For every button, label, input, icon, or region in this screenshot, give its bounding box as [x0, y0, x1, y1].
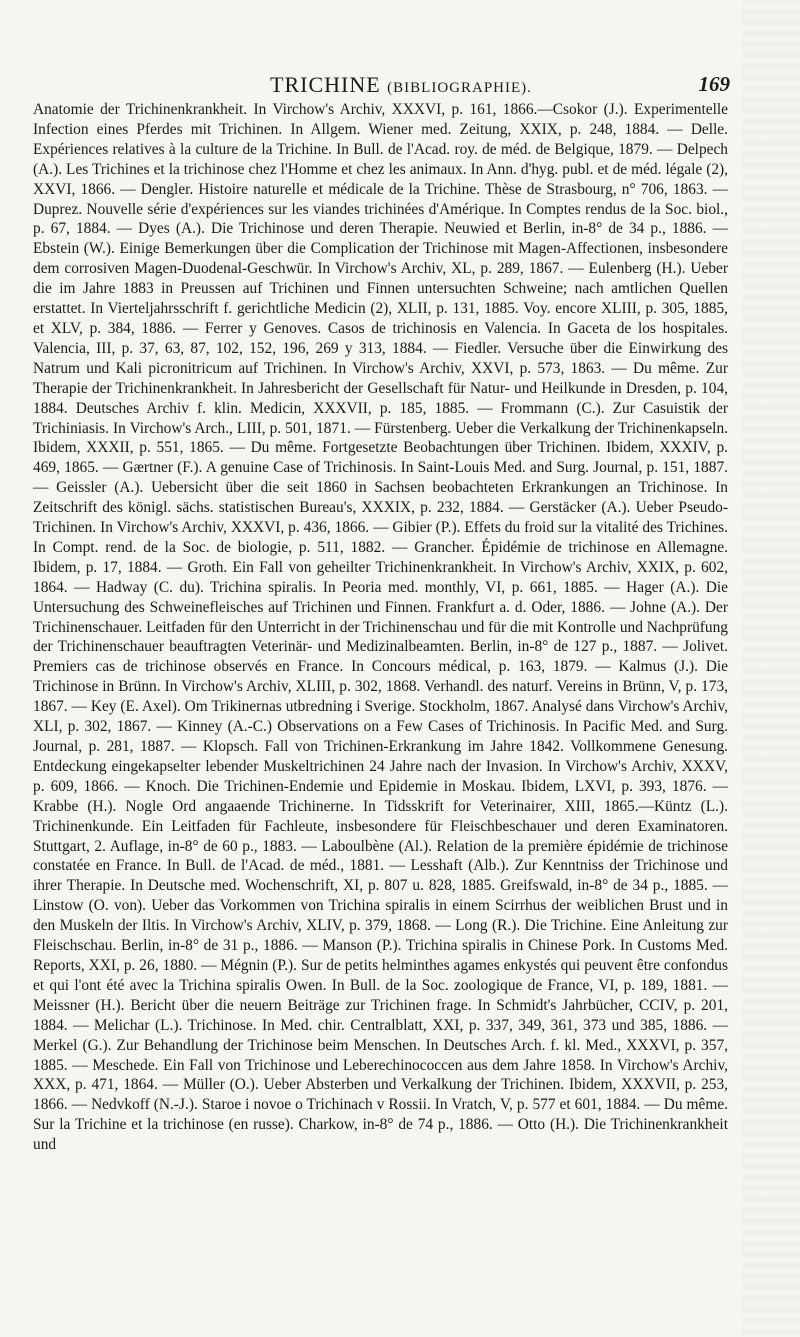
- scan-edge-noise: [742, 0, 800, 1337]
- page-number: 169: [698, 72, 730, 96]
- running-title: [270, 72, 532, 98]
- bibliography-paragraph: Anatomie der Trichinenkrankheit. In Virchow's Archiv, XXXVI, p. 161, 1866.—Csokor (J.). Experimentelle Infection eines Pferdes mit Trichinen. In Allgem. Wiener med. Zeitung, XXIX, p. 248, 1884. — Delle. Expériences relatives à la culture de la Trichine. In Bull. de l'Acad. roy. de méd. de Belgique, 1879. — Delpech (A.). Les Trichines et la trichinose chez l'Homme et chez les animaux. In Ann. d'hyg. publ. et de méd. légale (2), XXVI, 1866. — Dengler. Histoire naturelle et médicale de la Trichine. Thèse de Strasbourg, n° 706, 1863. — Duprez. Nouvelle série d'expériences sur les viandes trichinées d'Amérique. In Comptes rendus de la Soc. biol., p. 67, 1884. — Dyes (A.). Die Trichinose und deren Therapie. Neuwied et Berlin, in-8° de 34 p., 1886. — Ebstein (W.). Einige Bemerkungen über die Complication der Trichinose mit Magen-Affectionen, insbesondere dem corrosiven Magen-Duodenal-Geschwür. In Virchow's Archiv, XL, p. 289, 1867. — Eulenberg (H.). Ueber die im Jahre 1883 in Preussen auf Trichinen und Finnen untersuchten Schweine; nach amtlichen Quellen erstattet. In Vierteljahrsschrift f. gerichtliche Medicin (2), XLII, p. 131, 1885. Voy. encore XLIII, p. 305, 1885, et XLV, p. 384, 1886. — Ferrer y Genoves. Casos de trichinosis en Valencia. In Gaceta de los hospitales. Valencia, III, p. 37, 63, 87, 102, 152, 196, 269 y 313, 1884. — Fiedler. Versuche über die Einwirkung des Natrum und Kali picronitricum auf Trichinen. In Virchow's Archiv, XXVI, p. 573, 1863. — Du même. Zur Therapie der Trichinenkrankheit. In Jahresbericht der Gesellschaft für Natur- und Heilkunde in Dresden, p. 104, 1884. Deutsches Archiv f. klin. Medicin, XXXVII, p. 185, 1885. — Frommann (C.). Zur Casuistik der Trichiniasis. In Virchow's Arch., LIII, p. 501, 1871. — Fürstenberg. Ueber die Verkalkung der Trichinenkapseln. Ibidem, XXXII, p. 551, 1865. — Du même. Fortgesetzte Beobachtungen über Trichinen. Ibidem, XXXIV, p. 469, 1865. — Gærtner (F.). A genuine Case of Trichinosis. In Saint-Louis Med. and Surg. Journal, p. 151, 1887. — Geissler (A.). Uebersicht über die seit 1860 in Sachsen beobachteten Erkrankungen an Trichinose. In Zeitschrift des königl. sächs. statistischen Bureau's, XXXIX, p. 232, 1884. — Gerstäcker (A.). Ueber Pseudo-Trichinen. In Virchow's Archiv, XXXVI, p. 436, 1866. — Gibier (P.). Effets du froid sur la vitalité des Trichines. In Compt. rend. de la Soc. de biologie, p. 511, 1882. — Grancher. Épidémie de trichinose en Allemagne. Ibidem, p. 17, 1884. — Groth. Ein Fall von geheilter Trichinenkrankheit. In Virchow's Archiv, XXIX, p. 602, 1864. — Hadway (C. du). Trichina spiralis. In Peoria med. monthly, VI, p. 661, 1885. — Hager (A.). Die Untersuchung des Schweinefleisches auf Trichinen und Finnen. Frankfurt a. d. Oder, 1886. — Johne (A.). Der Trichinenschauer. Leitfaden für den Unterricht in der Trichinenschau und für die mit Kontrolle und Nachprüfung der Trichinenschauer beauftragten Veterinär- und Medizinalbeamten. Berlin, in-8° de 127 p., 1887. — Jolivet. Premiers cas de trichinose observés en France. In Concours médical, p. 163, 1879. — Kalmus (J.). Die Trichinose in Brünn. In Virchow's Archiv, XLIII, p. 302, 1868. Verhandl. des naturf. Vereins in Brünn, V, p. 173, 1867. — Key (E. Axel). Om Trikinernas utbredning i Sverige. Stockholm, 1867. Analysé dans Virchow's Archiv, XLI, p. 302, 1867. — Kinney (A.-C.) Observations on a Few Cases of Trichinosis. In Pacific Med. and Surg. Journal, p. 281, 1887. — Klopsch. Fall von Trichinen-Erkrankung im Jahre 1842. Vollkommene Genesung. Entdeckung eingekapselter lebender Muskeltrichinen 24 Jahre nach der Invasion. In Virchow's Archiv, XXXV, p. 609, 1866. — Knoch. Die Trichinen-Endemie und Epidemie in Moskau. Ibidem, LXVI, p. 393, 1876. — Krabbe (H.). Nogle Ord angaaende Trichinerne. In Tidsskrift for Veterinairer, XIII, 1865.—Küntz (L.). Trichinenkunde. Ein Leitfaden für Fachleute, insbesondere für Fleischbeschauer und deren Examinatoren. Stuttgart, 2. Auflage, in-8° de 60 p., 1883. — Laboulbène (Al.). Relation de la première épidémie de trichinose constatée en France. In Bull. de l'Acad. de méd., 1881. — Lesshaft (Alb.). Zur Kenntniss der Trichinose und ihrer Therapie. In Deutsche med. Wochenschrift, XI, p. 807 u. 828, 1885. Greifswald, in-8° de 34 p., 1885. — Linstow (O. von). Ueber das Vorkommen von Trichina spiralis in einem Scirrhus der weiblichen Brust und in den Muskeln der Iltis. In Virchow's Archiv, XLIV, p. 379, 1868. — Long (R.). Die Trichine. Eine Anleitung zur Fleischschau. Berlin, in-8° de 31 p., 1886. — Manson (P.). Trichina spiralis in Chinese Pork. In Customs Med. Reports, XXI, p. 26, 1880. — Mégnin (P.). Sur de petits helminthes agames enkystés qui peuvent être confondus et qui l'ont été avec la Trichina spiralis Owen. In Bull. de la Soc. zoologique de France, VI, p. 189, 1881. — Meissner (H.). Bericht über die neuern Beiträge zur Trichinen frage. In Schmidt's Jahrbücher, CCIV, p. 201, 1884. — Melichar (L.). Trichinose. In Med. chir. Centralblatt, XXI, p. 337, 349, 361, 373 und 385, 1886. — Merkel (G.). Zur Behandlung der Trichinose beim Menschen. In Deutsches Arch. f. kl. Med., XXXVI, p. 357, 1885. — Meschede. Ein Fall von Trichinose und Leberechinococcen aus dem Jahre 1858. In Virchow's Archiv, XXX, p. 471, 1864. — Müller (O.). Ueber Absterben und Verkalkung der Trichinen. Ibidem, XXXVII, p. 253, 1866. — Nedvkoff (N.-J.). Staroe i novoe o Trichinach v Rossii. In Vratch, V, p. 577 et 601, 1884. — Du même. Sur la Trichine et la trichinose (en russe). Charkow, in-8° de 74 p., 1886. — Otto (H.). Die Trichinenkrankheit und: [33, 101, 728, 1154]
- title-main: TRICHINE: [270, 72, 381, 97]
- bibliography-text: [33, 100, 728, 1155]
- title-sub: (BIBLIOGRAPHIE).: [387, 80, 532, 96]
- running-head: [30, 68, 730, 98]
